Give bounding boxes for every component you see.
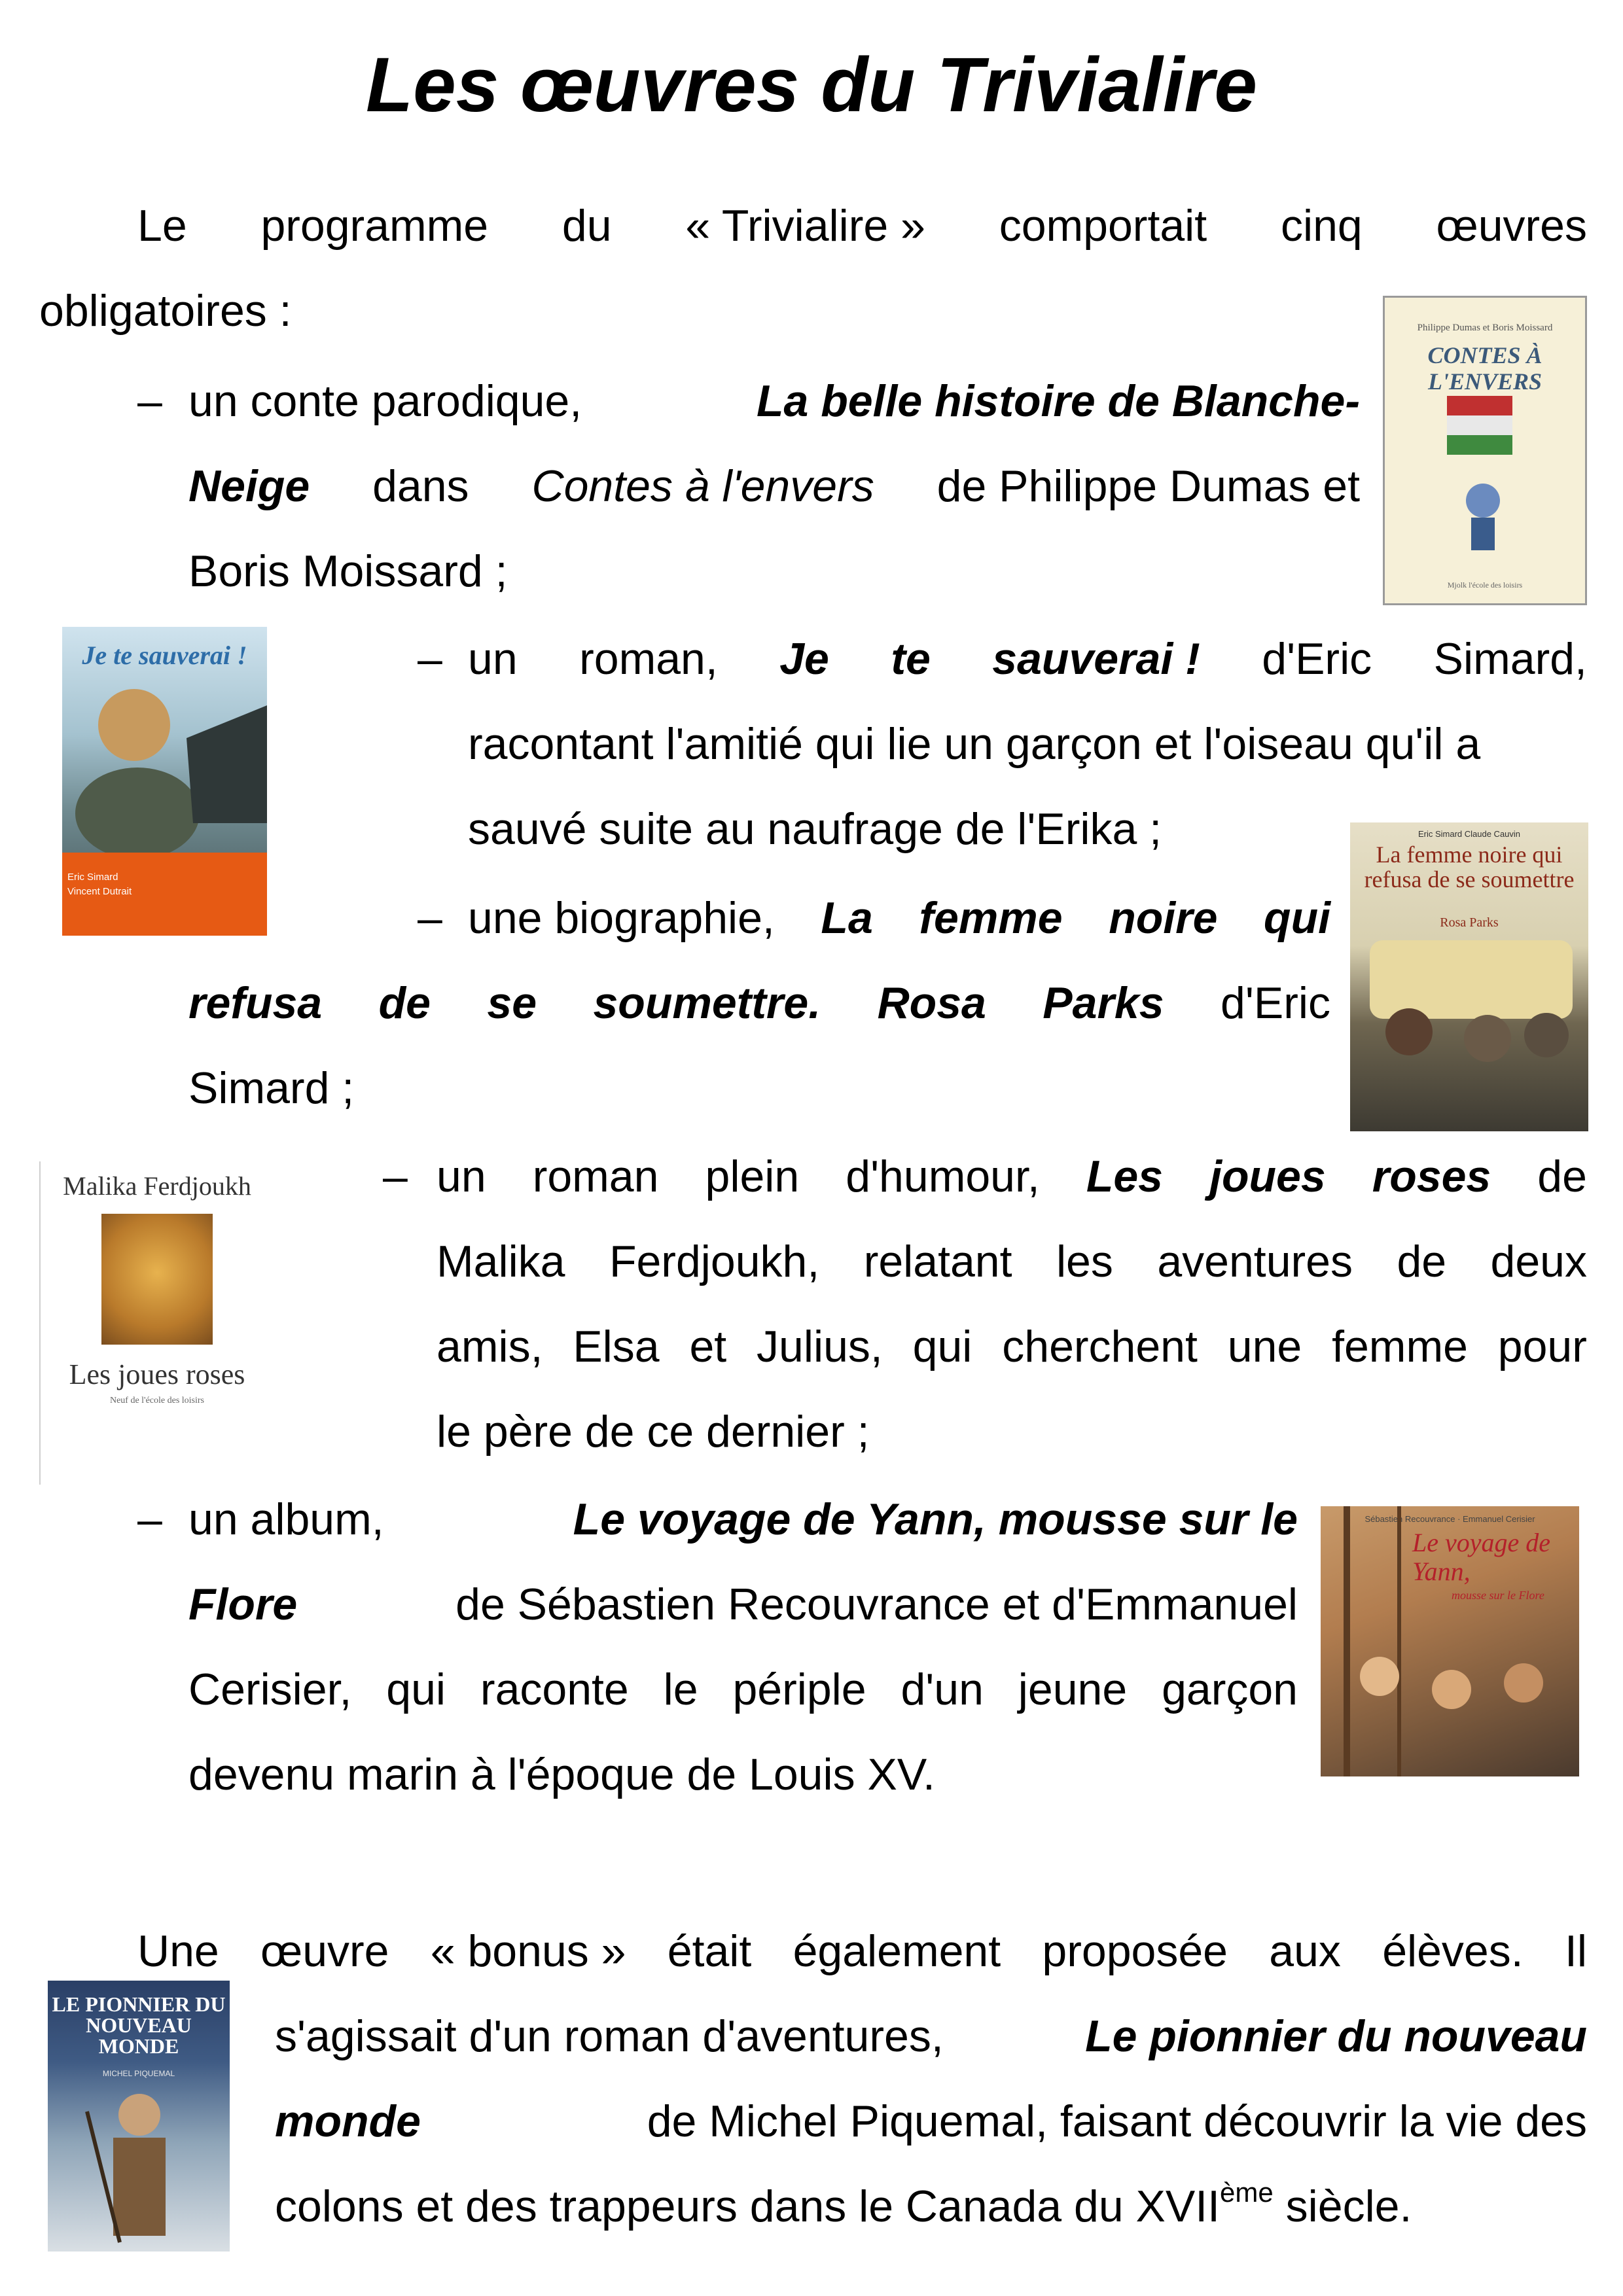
- cover-illustration: [48, 1981, 230, 2252]
- cover-la-femme-noire: Eric Simard Claude Cauvin La femme noire qui refusa de se soumettre Rosa Parks: [1350, 822, 1588, 1131]
- item5-line-4: devenu marin à l'époque de Louis XV.: [188, 1750, 935, 1799]
- item3-line-3: Simard ;: [188, 1063, 355, 1113]
- item2-line-3: sauvé suite au naufrage de l'Erika ;: [468, 804, 1162, 854]
- bullet-dash: –: [137, 1494, 162, 1544]
- cover-illustration: [101, 1214, 213, 1345]
- page-title: Les œuvres du Trivialire: [366, 42, 1257, 128]
- item3-line-2: refusa de se soumettre. Rosa Parks d'Eric: [188, 978, 1330, 1028]
- cover-contes-a-l-envers: Philippe Dumas et Boris Moissard CONTES À L'ENVERS Mjolk l'école des loisirs: [1383, 296, 1587, 605]
- bonus-line-3: monde de Michel Piquemal, faisant découvrir la vie des: [275, 2096, 1587, 2146]
- book-title: La belle histoire de Blanche-: [756, 376, 1360, 426]
- cover-les-joues-roses: Malika Ferdjoukh Les joues roses Neuf de l'école des loisirs: [39, 1161, 274, 1485]
- item1-line-1: un conte parodique, La belle histoire de Blanche-: [188, 372, 1360, 431]
- item2-line-1: un roman, Je te sauverai ! d'Eric Simard,: [468, 634, 1587, 684]
- cover-je-te-sauverai: Je te sauverai ! Eric Simard Vincent Dutrait: [62, 627, 267, 936]
- item3-line-1: une biographie, La femme noire qui: [468, 893, 1330, 943]
- intro-line-2: obligatoires :: [39, 286, 292, 336]
- item1-line-2: Neige dans Contes à l'envers de Philippe Dumas et: [188, 461, 1360, 511]
- bonus-line-4: colons et des trappeurs dans le Canada du XVIIème siècle.: [275, 2177, 1412, 2231]
- bullet-dash: –: [418, 634, 442, 684]
- item5-line-3: Cerisier, qui raconte le périple d'un jeune garçon: [188, 1665, 1298, 1714]
- item5-line-2: Flore de Sébastien Recouvrance et d'Emmanuel: [188, 1580, 1298, 1629]
- bullet-dash: –: [137, 376, 162, 426]
- item5-line-1: un album, Le voyage de Yann, mousse sur le: [188, 1494, 1298, 1544]
- bonus-line-2: s'agissait d'un roman d'aventures, Le pionnier du nouveau: [275, 2011, 1587, 2061]
- item1-line-3: Boris Moissard ;: [188, 546, 508, 596]
- cover-illustration: [1321, 1506, 1579, 1776]
- cover-illustration: [1350, 822, 1588, 1131]
- bullet-dash: –: [418, 893, 442, 943]
- cover-illustration: [1385, 298, 1587, 605]
- bullet-dash: –: [383, 1152, 408, 1201]
- bonus-line-1: Une œuvre « bonus » était également proposée aux élèves. Il: [137, 1926, 1587, 1976]
- cover-le-pionnier-du-nouveau-monde: LE PIONNIER DU NOUVEAU MONDE MICHEL PIQUEMAL: [48, 1981, 230, 2252]
- item4-line-2: Malika Ferdjoukh, relatant les aventures de deux: [437, 1237, 1587, 1286]
- intro-line-1: Le programme du « Trivialire » comportait cinq œuvres: [137, 201, 1587, 251]
- item4-line-3: amis, Elsa et Julius, qui cherchent une femme pour: [437, 1322, 1587, 1371]
- item4-line-1: un roman plein d'humour, Les joues roses de: [437, 1152, 1587, 1201]
- item4-line-4: le père de ce dernier ;: [437, 1407, 870, 1457]
- item2-line-2: racontant l'amitié qui lie un garçon et l'oiseau qu'il a: [468, 719, 1481, 769]
- cover-le-voyage-de-yann: Sébastien Recouvrance · Emmanuel Cerisier Le voyage de Yann, mousse sur le Flore: [1321, 1506, 1579, 1776]
